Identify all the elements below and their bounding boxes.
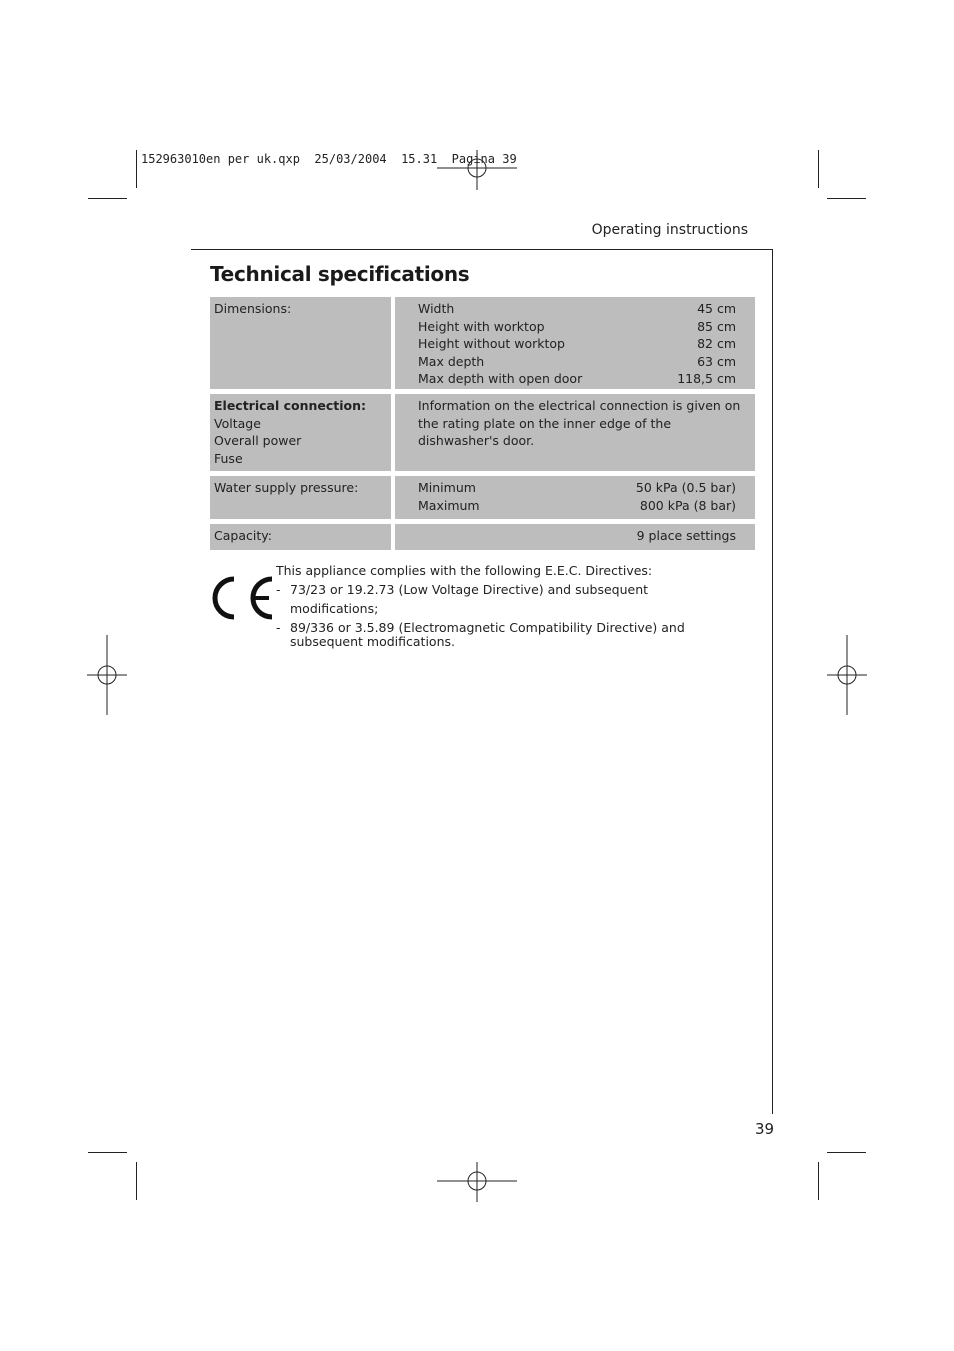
spec-name: Max depth	[418, 353, 485, 369]
list-item: - 73/23 or 19.2.73 (Low Voltage Directive) and subsequent modifications;	[276, 580, 736, 618]
crop-mark	[88, 198, 127, 199]
water-label-cell	[210, 476, 391, 519]
print-slug: 152963010en per uk.qxp 25/03/2004 15.31 Pagina 39	[141, 152, 517, 166]
capacity-label-cell	[210, 524, 391, 550]
spec-value: 118,5 cm	[677, 371, 736, 386]
spec-value: 800 kPa (8 bar)	[639, 497, 736, 513]
capacity-value: 9 place settings	[636, 528, 736, 543]
compliance-intro: This appliance complies with the following E.E.C. Directives:	[276, 563, 653, 578]
capacity-value-cell	[395, 524, 755, 550]
capacity-label: Capacity:	[214, 528, 272, 543]
registration-mark-icon	[87, 635, 127, 715]
spec-value: 85 cm	[697, 318, 736, 334]
spec-value: 45 cm	[697, 301, 736, 316]
electrical-label: Electrical connection:	[214, 398, 367, 413]
spec-name: Maximum	[418, 497, 480, 513]
page-number: 39	[755, 1120, 775, 1138]
registration-mark-icon	[437, 1162, 517, 1202]
dimensions-label: Dimensions:	[214, 301, 292, 316]
spec-row	[418, 300, 736, 318]
crop-mark	[136, 1162, 137, 1200]
spec-row	[418, 335, 736, 353]
electrical-sub: Fuse	[214, 450, 243, 466]
registration-mark-icon	[437, 150, 517, 190]
directive-text: 73/23 or 19.2.73 (Low Voltage Directive) and subsequent modifications;	[290, 582, 649, 616]
crop-mark	[827, 198, 866, 199]
directive-text: 89/336 or 3.5.89 (Electromagnetic Compatibility Directive) and subsequent modifications.	[290, 620, 685, 649]
margin-rule	[772, 249, 773, 1114]
compliance-text	[276, 561, 736, 649]
crop-mark	[827, 1152, 866, 1153]
crop-mark	[818, 150, 819, 188]
spec-row	[418, 353, 736, 371]
crop-mark	[136, 150, 137, 188]
electrical-sub: Voltage	[214, 415, 261, 431]
dimensions-label-cell	[210, 297, 391, 389]
list-item: - 89/336 or 3.5.89 (Electromagnetic Compatibility Directive) and subsequent modifications.	[276, 618, 736, 649]
electrical-info: Information on the electrical connection is given on the rating plate on the inner edge of the dishwasher's door.	[418, 398, 741, 448]
page-title: Technical specifications	[210, 262, 470, 286]
section-header: Operating instructions	[591, 222, 748, 238]
electrical-sub: Overall power	[214, 433, 302, 448]
spec-row	[418, 318, 736, 336]
header-rule	[191, 249, 773, 250]
spec-name: Width	[418, 301, 455, 316]
spec-value: 82 cm	[697, 336, 736, 351]
spec-name: Height with worktop	[418, 318, 545, 334]
electrical-label-cell	[210, 394, 391, 471]
spec-name: Max depth with open door	[418, 371, 583, 386]
registration-mark-icon	[827, 635, 867, 715]
spec-value: 63 cm	[697, 353, 736, 369]
spec-name: Minimum	[418, 480, 476, 495]
water-label: Water supply pressure:	[214, 480, 359, 495]
spec-row	[418, 497, 736, 515]
spec-row	[418, 479, 736, 497]
water-value-cell	[395, 476, 755, 519]
spec-row	[418, 370, 736, 388]
electrical-value-cell	[395, 394, 755, 471]
crop-mark	[88, 1152, 127, 1153]
spec-value: 50 kPa (0.5 bar)	[635, 480, 736, 495]
crop-mark	[818, 1162, 819, 1200]
dimensions-value-cell	[395, 297, 755, 389]
spec-name: Height without worktop	[418, 336, 565, 351]
ce-mark-icon	[209, 575, 275, 621]
